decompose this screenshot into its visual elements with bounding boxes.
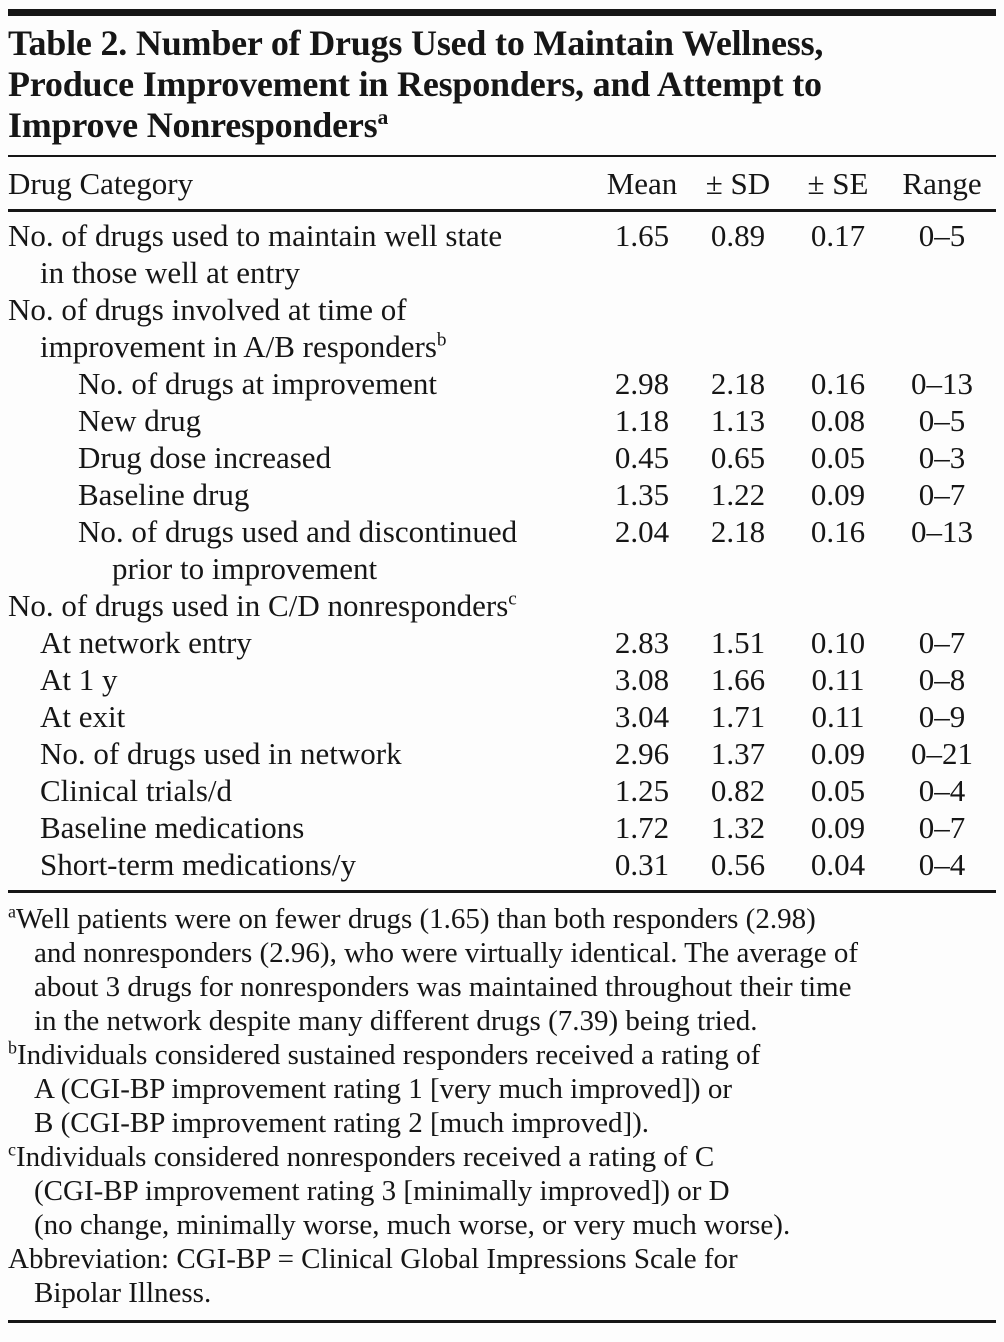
table-row bbox=[8, 587, 996, 624]
range-cell: 0–5 bbox=[918, 218, 966, 253]
table-title-line bbox=[8, 105, 996, 146]
se-cell: 0.04 bbox=[810, 847, 866, 882]
mean-cell: 3.04 bbox=[614, 699, 670, 734]
category-label: No. of drugs at improvement bbox=[78, 366, 438, 401]
footnote-text: Individuals considered nonresponders received a rating of C bbox=[15, 1141, 715, 1173]
footnote-marker: b bbox=[8, 1037, 17, 1058]
range-cell bbox=[888, 550, 996, 587]
category-cell bbox=[8, 291, 596, 328]
range-cell: 0–7 bbox=[918, 810, 966, 845]
category-label: No. of drugs used in network bbox=[40, 736, 402, 771]
category-cell bbox=[8, 254, 596, 291]
footnote-marker: a bbox=[8, 901, 16, 922]
footnote-text: about 3 drugs for nonresponders was maintained throughout their time bbox=[34, 971, 852, 1003]
se-cell bbox=[788, 550, 888, 587]
table-row bbox=[8, 846, 996, 883]
range-cell: 0–13 bbox=[911, 514, 973, 549]
category-label: Short-term medications/y bbox=[40, 847, 356, 882]
table-row bbox=[8, 550, 996, 587]
table-row bbox=[8, 772, 996, 809]
range-cell: 0–5 bbox=[918, 403, 966, 438]
range-cell: 0–13 bbox=[911, 366, 973, 401]
se-cell: 0.09 bbox=[810, 810, 866, 845]
se-cell: 0.08 bbox=[810, 403, 866, 438]
category-cell bbox=[8, 365, 596, 402]
category-label: improvement in A/B responders bbox=[40, 329, 437, 364]
table-row bbox=[8, 402, 996, 439]
column-header-mean: Mean bbox=[606, 166, 678, 201]
table-title-text: Produce Improvement in Responders, and Attempt to bbox=[8, 64, 822, 104]
sd-cell: 0.82 bbox=[710, 773, 766, 808]
mean-cell: 2.96 bbox=[614, 736, 670, 771]
category-label: No. of drugs used to maintain well state bbox=[8, 218, 503, 253]
footnote-text: (CGI-BP improvement rating 3 [minimally improved]) or D bbox=[34, 1175, 730, 1207]
mean-cell: 1.18 bbox=[614, 403, 670, 438]
mean-cell bbox=[596, 328, 688, 365]
sd-cell: 0.56 bbox=[710, 847, 766, 882]
table-row bbox=[8, 217, 996, 254]
se-cell: 0.16 bbox=[810, 366, 866, 401]
mean-cell: 2.04 bbox=[614, 514, 670, 549]
footnote-line bbox=[8, 1276, 996, 1310]
table-row bbox=[8, 328, 996, 365]
se-cell: 0.09 bbox=[810, 477, 866, 512]
se-cell bbox=[788, 587, 888, 624]
se-cell: 0.05 bbox=[810, 773, 866, 808]
footnote-text: Abbreviation: CGI-BP = Clinical Global Impressions Scale for bbox=[8, 1243, 738, 1275]
category-cell bbox=[8, 587, 596, 624]
table-row bbox=[8, 698, 996, 735]
column-header-sd: ± SD bbox=[705, 166, 771, 201]
category-cell bbox=[8, 476, 596, 513]
table-row bbox=[8, 513, 996, 550]
footnote-line bbox=[8, 1072, 996, 1106]
category-label: Clinical trials/d bbox=[40, 773, 232, 808]
table-title-line bbox=[8, 64, 996, 105]
category-cell bbox=[8, 217, 596, 254]
se-cell bbox=[788, 291, 888, 328]
footnote-text: A (CGI-BP improvement rating 1 [very much improved]) or bbox=[34, 1073, 732, 1105]
category-cell bbox=[8, 328, 596, 365]
footnote-line bbox=[8, 1106, 996, 1140]
range-cell: 0–9 bbox=[918, 699, 966, 734]
mean-cell: 0.45 bbox=[614, 440, 670, 475]
sd-cell: 2.18 bbox=[710, 366, 766, 401]
mean-cell: 0.31 bbox=[614, 847, 670, 882]
range-cell: 0–7 bbox=[918, 625, 966, 660]
mean-cell bbox=[596, 291, 688, 328]
sd-cell bbox=[688, 550, 788, 587]
table-body bbox=[8, 212, 996, 890]
footnote-text: Well patients were on fewer drugs (1.65) than both responders (2.98) bbox=[15, 903, 816, 935]
category-label: At network entry bbox=[40, 625, 252, 660]
se-cell bbox=[788, 254, 888, 291]
row-footnote-marker: c bbox=[508, 588, 517, 610]
sd-cell: 0.65 bbox=[710, 440, 766, 475]
footnote-line bbox=[8, 1208, 996, 1242]
mean-cell: 2.98 bbox=[614, 366, 670, 401]
mean-cell: 1.65 bbox=[614, 218, 670, 253]
category-label: in those well at entry bbox=[40, 255, 300, 290]
table-row bbox=[8, 254, 996, 291]
category-cell bbox=[8, 772, 596, 809]
footnote-line bbox=[8, 936, 996, 970]
sd-cell: 1.51 bbox=[710, 625, 766, 660]
category-cell bbox=[8, 698, 596, 735]
column-header-se: ± SE bbox=[807, 166, 869, 201]
footnote-text: and nonresponders (2.96), who were virtually identical. The average of bbox=[34, 937, 859, 969]
category-cell bbox=[8, 550, 596, 587]
table-row bbox=[8, 439, 996, 476]
category-cell bbox=[8, 846, 596, 883]
sd-cell: 1.66 bbox=[710, 662, 766, 697]
footnotes bbox=[8, 893, 996, 1320]
footnote-line bbox=[8, 1140, 996, 1174]
category-label: At 1 y bbox=[40, 662, 118, 697]
table-row bbox=[8, 365, 996, 402]
sd-cell: 1.71 bbox=[710, 699, 766, 734]
se-cell: 0.09 bbox=[810, 736, 866, 771]
footnote-line bbox=[8, 1038, 996, 1072]
mean-cell: 3.08 bbox=[614, 662, 670, 697]
footnote-text: (no change, minimally worse, much worse, or very much worse). bbox=[34, 1209, 791, 1241]
category-cell bbox=[8, 735, 596, 772]
range-cell bbox=[888, 254, 996, 291]
table-row bbox=[8, 624, 996, 661]
sd-cell bbox=[688, 587, 788, 624]
range-cell bbox=[888, 291, 996, 328]
category-label: No. of drugs involved at time of bbox=[8, 292, 407, 327]
se-cell: 0.17 bbox=[810, 218, 866, 253]
se-cell: 0.10 bbox=[810, 625, 866, 660]
footnote-line bbox=[8, 1004, 996, 1038]
table-title-text: Table 2. Number of Drugs Used to Maintain Wellness, bbox=[8, 23, 824, 63]
sd-cell: 1.32 bbox=[710, 810, 766, 845]
sd-cell: 2.18 bbox=[710, 514, 766, 549]
mean-cell bbox=[596, 550, 688, 587]
range-cell: 0–21 bbox=[911, 736, 973, 771]
mean-cell: 1.72 bbox=[614, 810, 670, 845]
footnote-line bbox=[8, 1174, 996, 1208]
footnote-line bbox=[8, 902, 996, 936]
mean-cell: 2.83 bbox=[614, 625, 670, 660]
table-row bbox=[8, 735, 996, 772]
mean-cell bbox=[596, 254, 688, 291]
category-cell bbox=[8, 513, 596, 550]
category-cell bbox=[8, 402, 596, 439]
category-cell bbox=[8, 809, 596, 846]
footnote-line bbox=[8, 1242, 996, 1276]
mean-cell bbox=[596, 587, 688, 624]
row-footnote-marker: b bbox=[436, 329, 447, 351]
category-label: No. of drugs used in C/D nonresponders bbox=[8, 588, 509, 623]
footnote-text: Individuals considered sustained responders received a rating of bbox=[16, 1039, 761, 1071]
category-cell bbox=[8, 661, 596, 698]
sd-cell bbox=[688, 291, 788, 328]
top-rule bbox=[8, 9, 996, 16]
category-label: No. of drugs used and discontinued bbox=[78, 514, 518, 549]
mean-cell: 1.25 bbox=[614, 773, 670, 808]
category-cell bbox=[8, 624, 596, 661]
range-cell: 0–3 bbox=[918, 440, 966, 475]
sd-cell: 1.37 bbox=[710, 736, 766, 771]
table-row bbox=[8, 809, 996, 846]
footnote-text: B (CGI-BP improvement rating 2 [much improved]). bbox=[34, 1107, 650, 1139]
sd-cell: 1.22 bbox=[710, 477, 766, 512]
sd-cell: 1.13 bbox=[710, 403, 766, 438]
se-cell: 0.11 bbox=[811, 699, 865, 734]
range-cell: 0–7 bbox=[918, 477, 966, 512]
footnote-text: Bipolar Illness. bbox=[34, 1277, 212, 1309]
table-title-line bbox=[8, 23, 996, 64]
table-row bbox=[8, 291, 996, 328]
table-title-text: Improve Nonresponders bbox=[8, 105, 378, 145]
se-cell: 0.16 bbox=[810, 514, 866, 549]
table-header-row bbox=[8, 157, 996, 209]
range-cell: 0–4 bbox=[918, 847, 966, 882]
mean-cell: 1.35 bbox=[614, 477, 670, 512]
category-label: prior to improvement bbox=[112, 551, 378, 586]
sd-cell: 0.89 bbox=[710, 218, 766, 253]
table-title bbox=[8, 16, 996, 155]
table-row bbox=[8, 661, 996, 698]
category-label: Drug dose increased bbox=[78, 440, 332, 475]
sd-cell bbox=[688, 254, 788, 291]
table-row bbox=[8, 476, 996, 513]
bottom-rule bbox=[8, 1320, 996, 1323]
range-cell: 0–8 bbox=[918, 662, 966, 697]
sd-cell bbox=[688, 328, 788, 365]
footnote-text: in the network despite many different drugs (7.39) being tried. bbox=[34, 1005, 758, 1037]
category-label: Baseline medications bbox=[40, 810, 305, 845]
column-header-drug-category: Drug Category bbox=[8, 166, 194, 201]
se-cell: 0.05 bbox=[810, 440, 866, 475]
column-header-range: Range bbox=[902, 166, 982, 201]
title-footnote-marker: a bbox=[377, 105, 389, 129]
range-cell bbox=[888, 328, 996, 365]
footnote-marker: c bbox=[8, 1139, 16, 1160]
category-label: At exit bbox=[40, 699, 126, 734]
se-cell: 0.11 bbox=[811, 662, 865, 697]
range-cell: 0–4 bbox=[918, 773, 966, 808]
se-cell bbox=[788, 328, 888, 365]
category-label: Baseline drug bbox=[78, 477, 250, 512]
footnote-line bbox=[8, 970, 996, 1004]
category-cell bbox=[8, 439, 596, 476]
range-cell bbox=[888, 587, 996, 624]
category-label: New drug bbox=[78, 403, 202, 438]
